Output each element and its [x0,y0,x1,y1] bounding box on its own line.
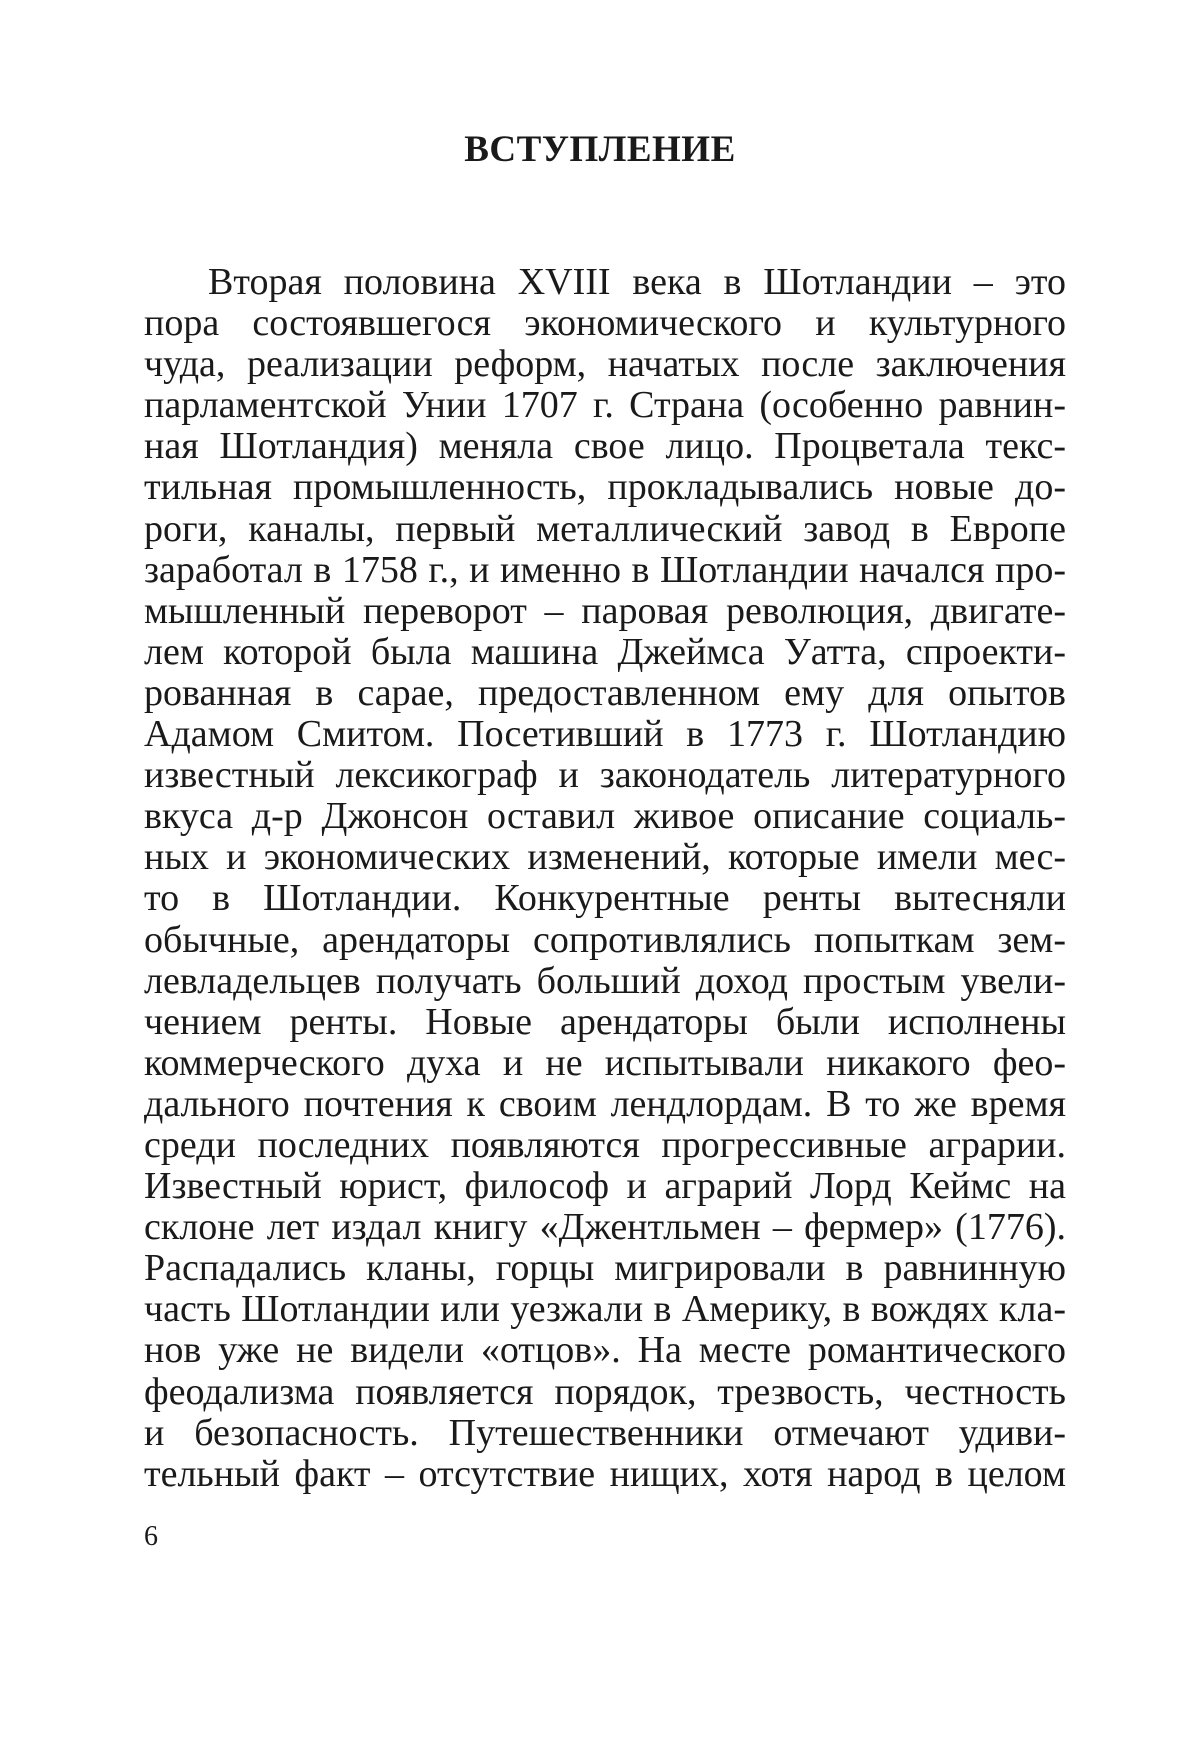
text-line: мышленный переворот – паровая революция, двигате- [144,590,1066,632]
text-line: обычные, арендаторы сопротивлялись попыткам зем- [144,919,1066,961]
text-line: рованная в сарае, предоставленном ему для опытов [144,672,1066,714]
text-line: чуда, реализации реформ, начатых после заключения [144,344,1066,386]
text-line: Известный юрист, философ и аграрий Лорд Кеймс на [144,1166,1066,1208]
text-line: известный лексикограф и законодатель литературного [144,755,1066,797]
text-line: феодализма появляется порядок, трезвость, честность [144,1371,1066,1413]
text-line: чением ренты. Новые арендаторы были исполнены [144,1001,1066,1043]
text-line: парламентской Унии 1707 г. Страна (особенно равнин- [144,385,1066,427]
text-line: Вторая половина XVIII века в Шотландии – это [208,262,1066,303]
body-paragraph [144,262,1066,1495]
text-line: склоне лет издал книгу «Джентльмен – фермер» (1776). [144,1207,1066,1249]
text-line: лем которой была машина Джеймса Уатта, спроекти- [144,631,1066,673]
text-line: роги, каналы, первый металлический завод в Европе [144,508,1066,550]
text-line: то в Шотландии. Конкурентные ренты вытесняли [144,878,1066,920]
text-line: часть Шотландии или уезжали в Америку, в вождях кла- [144,1289,1066,1331]
text-line: заработал в 1758 г., и именно в Шотландии начался про- [144,549,1066,591]
text-line: Адамом Смитом. Посетивший в 1773 г. Шотландию [144,714,1066,756]
text-line: пора состоявшегося экономического и культурного [144,303,1066,345]
text-line: тельный факт – отсутствие нищих, хотя народ в целом [144,1453,1066,1495]
text-line: Распадались кланы, горцы мигрировали в равнинную [144,1248,1066,1290]
text-line: левладельцев получать больший доход простым увели- [144,960,1066,1002]
text-line: нов уже не видели «отцов». На месте романтического [144,1330,1066,1372]
text-line: вкуса д-р Джонсон оставил живое описание социаль- [144,796,1066,838]
text-line: коммерческого духа и не испытывали никакого фео- [144,1042,1066,1084]
text-line: дального почтения к своим лендлордам. В то же время [144,1083,1066,1125]
chapter-heading: ВСТУПЛЕНИЕ [464,129,736,170]
text-line: ных и экономических изменений, которые имели мес- [144,837,1066,879]
text-line: ная Шотландия) меняла свое лицо. Процветала текс- [144,426,1066,468]
page-number: 6 [144,1521,158,1552]
text-line: тильная промышленность, прокладывались новые до- [144,467,1066,509]
text-line: среди последних появляются прогрессивные аграрии. [144,1124,1066,1166]
text-line: и безопасность. Путешественники отмечают удиви- [144,1412,1066,1454]
